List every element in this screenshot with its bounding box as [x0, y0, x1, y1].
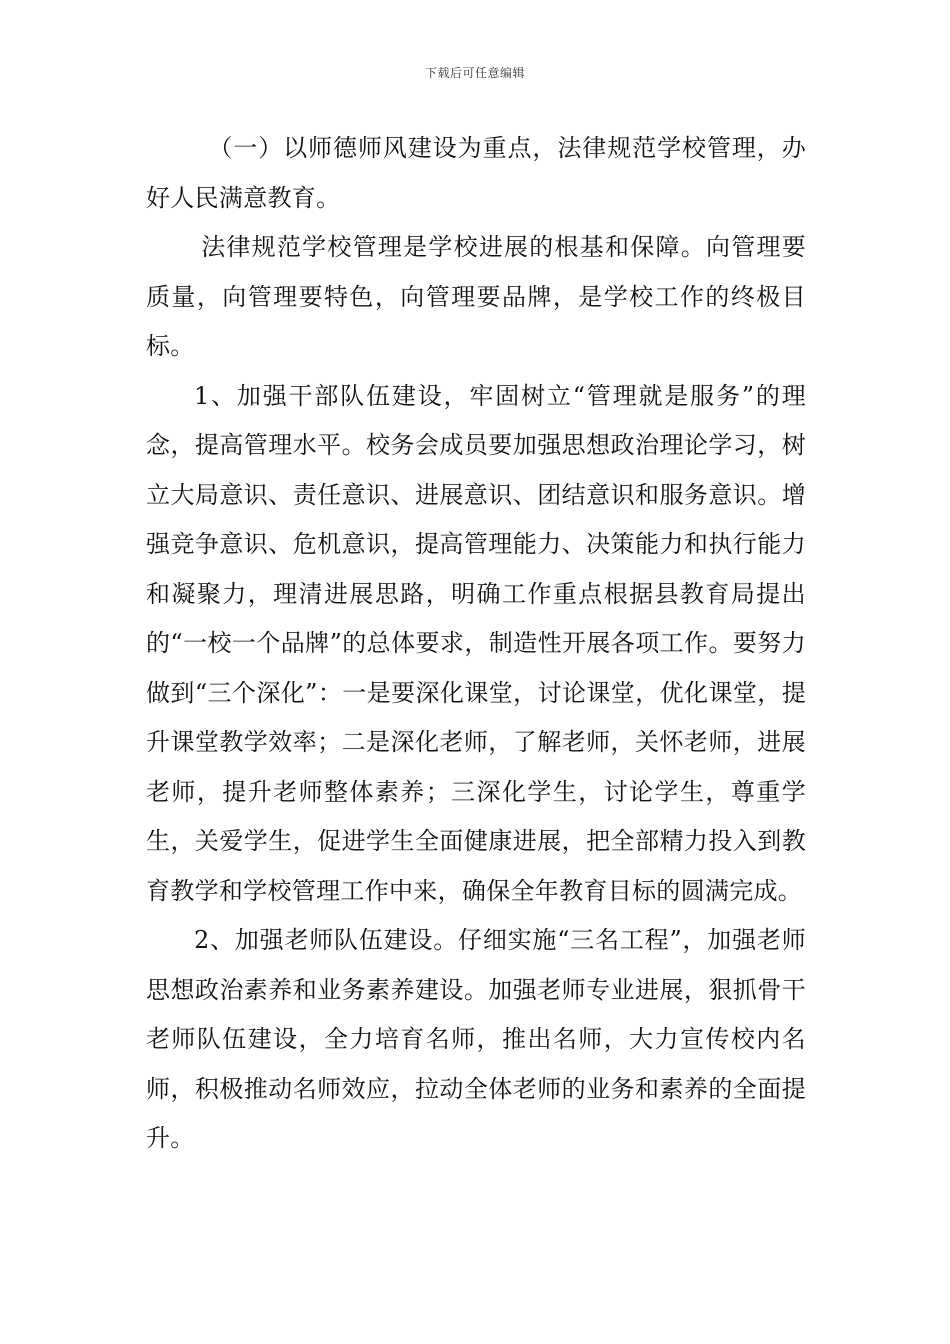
intro-paragraph: 法律规范学校管理是学校进展的根基和保障。向管理要质量，向管理要特色，向管理要品牌，是学校工作的终极目标。: [146, 233, 806, 360]
section-heading-paragraph: （一）以师德师风建设为重点，法律规范学校管理，办好人民满意教育。: [146, 134, 806, 212]
document-body: [146, 124, 806, 1164]
item-1-paragraph: 1、加强干部队伍建设，牢固树立“管理就是服务”的理念，提高管理水平。校务会成员要加强思想政治理论学习，树立大局意识、责任意识、进展意识、团结意识和服务意识。增强竞争意识、危机意识，提高管理能力、决策能力和执行能力和凝聚力，理清进展思路，明确工作重点根据县教育局提出的“一校一个品牌”的总体要求，制造性开展各项工作。要努力做到“三个深化”：一是要深化课堂，讨论课堂，优化课堂，提升课堂教学效率；二是深化老师，了解老师，关怀老师，进展老师，提升老师整体素养；三深化学生，讨论学生，尊重学生，关爱学生，促进学生全面健康进展，把全部精力投入到教育教学和学校管理工作中来，确保全年教育目标的圆满完成。: [146, 381, 806, 905]
item-2-paragraph: 2、加强老师队伍建设。仔细实施“三名工程”，加强老师思想政治素养和业务素养建设。加强老师专业进展，狠抓骨干老师队伍建设，全力培育名师，推出名师，大力宣传校内名师，积极推动名师效应，拉动全体老师的业务和素养的全面提升。: [146, 926, 806, 1152]
header-note: 下载后可任意编辑: [424, 66, 525, 80]
